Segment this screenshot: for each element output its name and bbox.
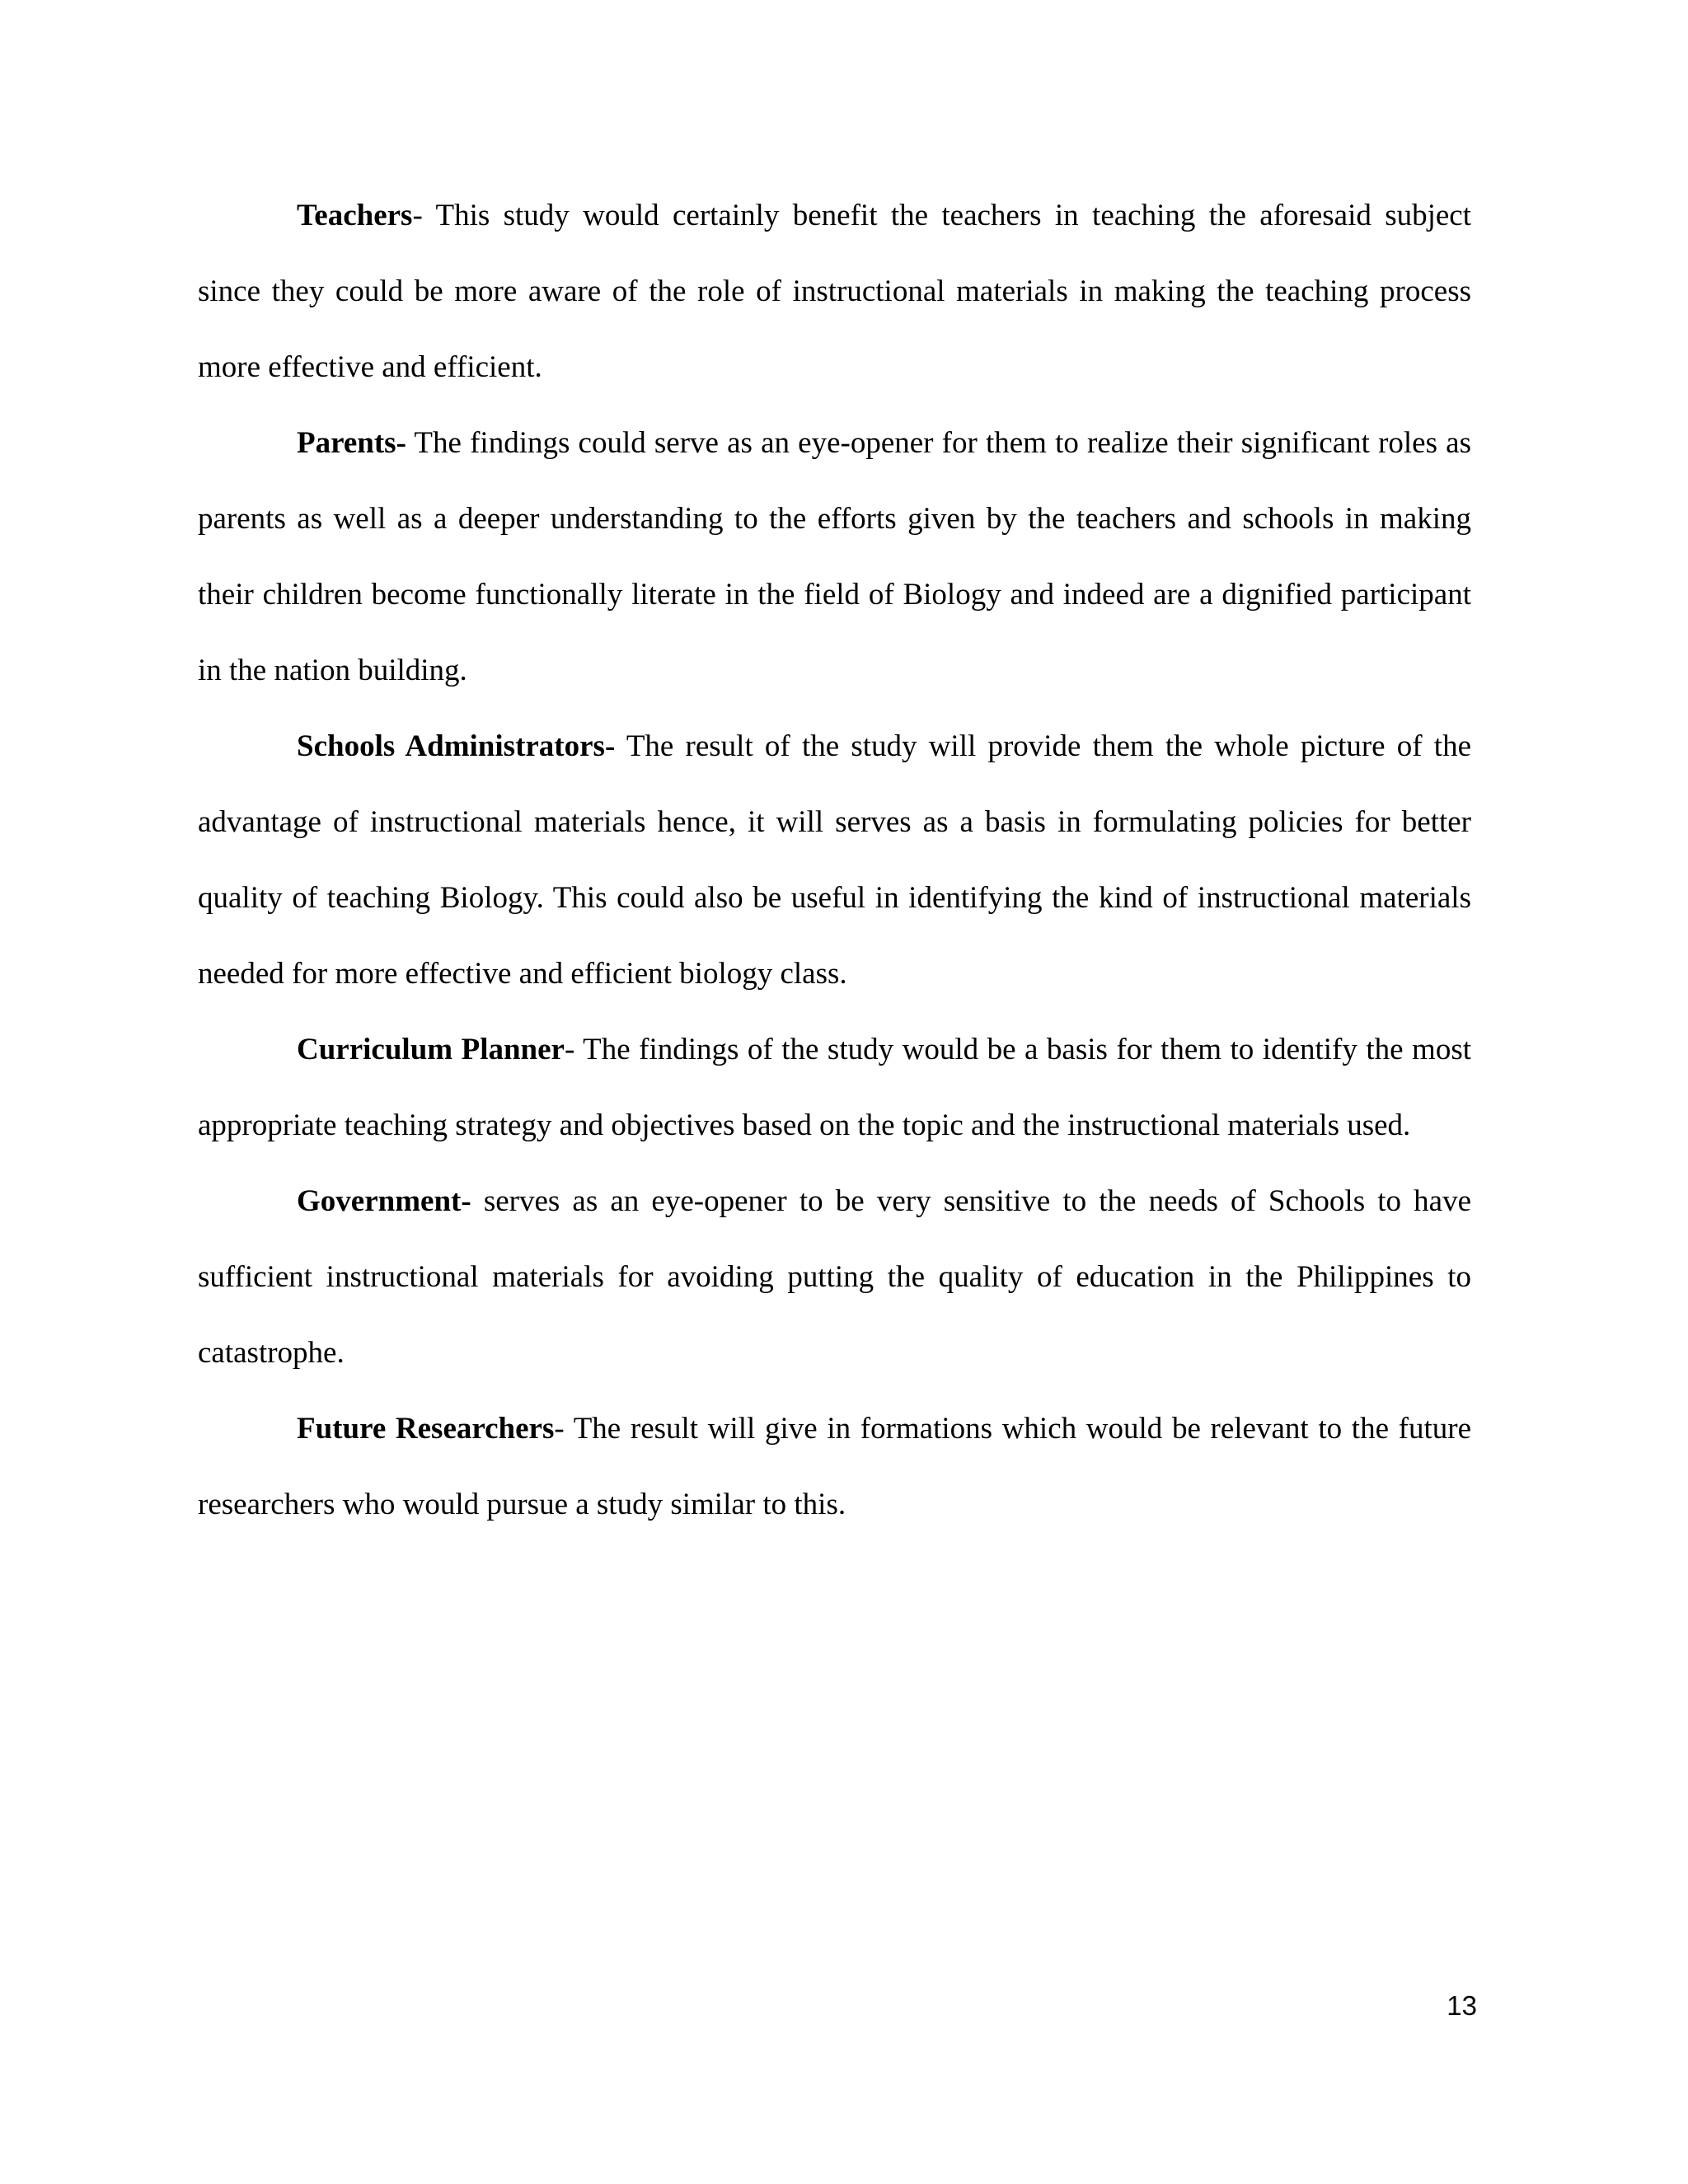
paragraph-text: The findings of the study would be a basis for them to identify the most appropriate teaching strategy and objectives based on the topic and the instructional materials used. — [198, 1033, 1472, 1142]
paragraph-parents — [198, 405, 1471, 709]
term-parents: Parents- — [297, 426, 406, 460]
paragraph-text: The findings could serve as an eye-opener for them to realize their significant roles as parents as well as a deeper understanding to the efforts given by the teachers and schools in making their children become functionally literate in the field of Biology and indeed are a dignified participant in the nation building. — [198, 426, 1471, 687]
term-separator: - — [564, 1033, 584, 1066]
term-separator: - — [412, 199, 436, 232]
term-separator — [406, 426, 415, 460]
term-separator — [471, 1184, 484, 1218]
paragraph-text: The result of the study will provide them the whole picture of the advantage of instructional materials hence, it will serves as a basis in formulating policies for better quality of teaching Biology. This could also be useful in identifying the kind of instructional materials needed for more effective and efficient biology class. — [198, 729, 1471, 991]
paragraph-schools-administrators — [198, 709, 1471, 1012]
paragraph-future-researchers — [198, 1391, 1471, 1543]
term-future-researchers: Future Researchers — [297, 1412, 555, 1446]
term-separator: - — [554, 1412, 574, 1446]
body-text — [198, 178, 1471, 1543]
paragraph-teachers — [198, 178, 1471, 405]
term-government: Government- — [297, 1184, 471, 1218]
paragraph-government — [198, 1164, 1471, 1391]
paragraph-text: This study would certainly benefit the teachers in teaching the aforesaid subject since they could be more aware of the role of instructional materials in making the teaching process more effective and efficient. — [198, 199, 1471, 384]
term-separator — [615, 729, 626, 763]
paragraph-text: serves as an eye-opener to be very sensitive to the needs of Schools to have sufficient instructional materials for avoiding putting the quality of education in the Philippines to catastrophe. — [198, 1184, 1471, 1370]
paragraph-text: The result will give in formations which would be relevant to the future researchers who would pursue a study similar to this. — [198, 1412, 1471, 1521]
term-teachers: Teachers — [297, 199, 413, 232]
term-curriculum-planner: Curriculum Planner — [297, 1033, 565, 1066]
term-schools-administrators: Schools Administrators- — [297, 729, 616, 763]
page-number: 13 — [1447, 1990, 1477, 2021]
paragraph-curriculum-planner — [198, 1012, 1471, 1164]
